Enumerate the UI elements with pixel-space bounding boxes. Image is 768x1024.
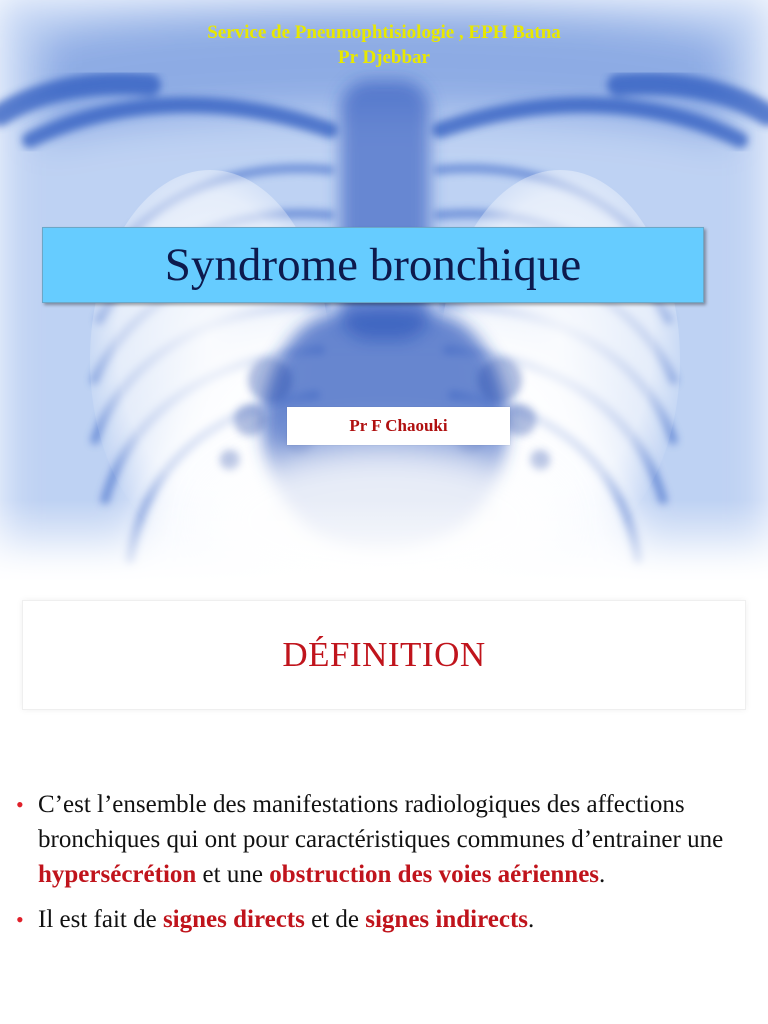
bullet1-highlight-obstruction: obstruction des voies aériennes	[269, 861, 600, 888]
title-box	[42, 227, 704, 303]
bullet-dot-icon: •	[16, 907, 24, 932]
definition-slide	[0, 582, 768, 1024]
author-name: Pr F Chaouki	[349, 416, 448, 435]
bullet1-text-c: .	[599, 861, 606, 888]
bullet1-highlight-hypersecretion: hypersécrétion	[38, 861, 197, 888]
bullet-item-definition	[14, 787, 744, 892]
slide-header	[0, 20, 768, 70]
bullet-item-signs	[14, 902, 744, 937]
bullet1-text-a: C’est l’ensemble des manifestations radiologiques des affections bronchiques qui ont pour caractéristiques communes d’entrainer une	[38, 791, 724, 853]
bullet2-text-c: .	[528, 906, 535, 933]
definition-heading-box	[22, 600, 746, 710]
author-box	[287, 407, 510, 445]
bullet-list	[14, 787, 744, 937]
bullet2-highlight-direct: signes directs	[162, 906, 305, 933]
service-name: Service de Pneumophtisiologie , EPH Batna	[207, 22, 561, 43]
bullet2-text-b: et de	[304, 906, 366, 933]
definition-heading: DÉFINITION	[282, 635, 486, 674]
bullet2-highlight-indirect: signes indirects	[365, 906, 528, 933]
header-professor: Pr Djebbar	[338, 47, 430, 68]
bullet2-text-a: Il est fait de	[38, 906, 163, 933]
bullet1-text-b: et une	[196, 861, 270, 888]
bullet-dot-icon: •	[16, 792, 24, 817]
slide-title: Syndrome bronchique	[164, 238, 582, 291]
